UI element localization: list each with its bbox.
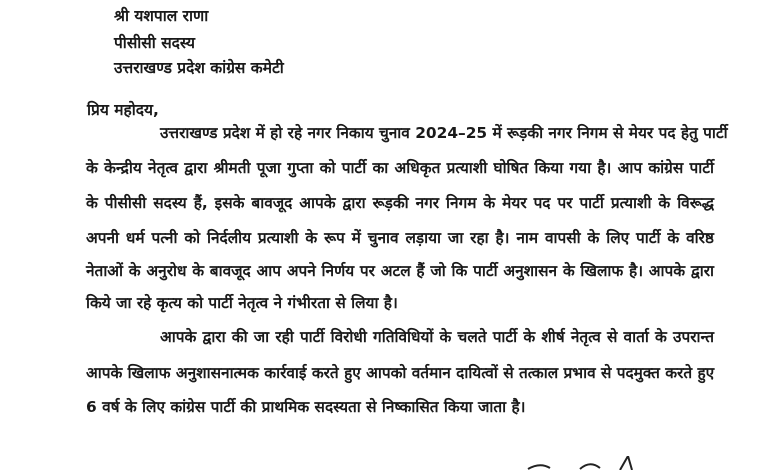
paragraph2-line-2: आपके खिलाफ अनुशासनात्मक कार्रवाई करते हुए आपको वर्तमान दायित्वों से तत्काल प्रभाव से पदमुक्त करते हुए [86, 364, 715, 382]
paragraph2-line-1: आपके द्वारा की जा रही पार्टी विरोधी गतिविधियों के चलते पार्टी के शीर्ष नेतृत्व से वार्ता के उपरान्त [160, 328, 714, 346]
recipient-name: श्री यशपाल राणा [114, 7, 209, 25]
paragraph1-line-2: के केन्द्रीय नेतृत्व द्वारा श्रीमती पूजा गुप्ता को पार्टी का अधिकृत प्रत्याशी घोषित किया गया है। आप कांग्रेस पार्टी [86, 159, 714, 177]
paragraph2-line-3: 6 वर्ष के लिए कांग्रेस पार्टी की प्राथमिक सदस्यता से निष्कासित किया जाता है। [86, 398, 526, 416]
recipient-designation: पीसीसी सदस्य [114, 34, 195, 52]
recipient-organization: उत्तराखण्ड प्रदेश कांग्रेस कमेटी [114, 59, 284, 77]
paragraph1-line-1: उत्तराखण्ड प्रदेश में हो रहे नगर निकाय चुनाव 2024–25 में रूड़की नगर निगम से मेयर पद हेतु पार्टी [160, 124, 728, 142]
salutation: प्रिय महोदय, [87, 101, 159, 119]
paragraph1-line-3: के पीसीसी सदस्य हैं, इसके बावजूद आपके द्वारा रूड़की नगर निगम के मेयर पद पर पार्टी प्रत्याशी के विरूद्ध [86, 194, 714, 212]
paragraph1-line-6: किये जा रहे कृत्य को पार्टी नेतृत्व ने गंभीरता से लिया है। [86, 294, 398, 312]
signature-mark [520, 456, 640, 470]
paragraph1-line-4: अपनी धर्म पत्नी को निर्दलीय प्रत्याशी के रूप में चुनाव लड़ाया जा रहा है। नाम वापसी के लिए पार्टी के वरिष्ठ [86, 229, 714, 247]
paragraph1-line-5: नेताओं के अनुरोध के बावजूद आप अपने निर्णय पर अटल हैं जो कि पार्टी अनुशासन के खिलाफ है। आपके द्वारा [86, 262, 714, 280]
